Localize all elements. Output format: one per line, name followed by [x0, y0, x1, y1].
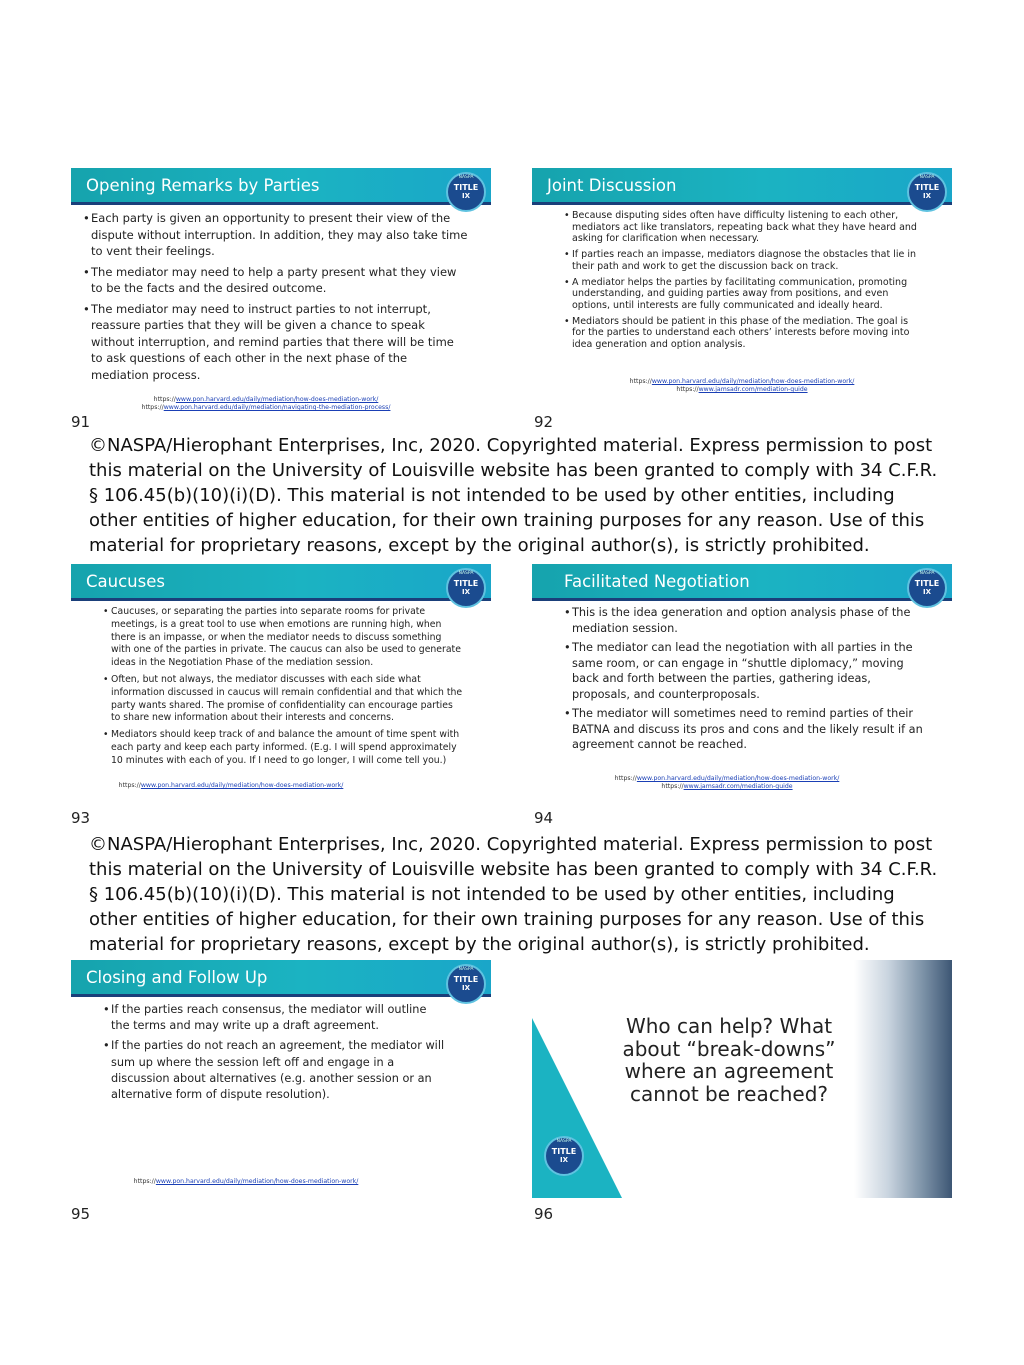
- slide-96: [532, 960, 952, 1198]
- reference-link[interactable]: https://www.jamsadr.com/mediation-guide: [676, 386, 808, 393]
- reference-link[interactable]: https://www.pon.harvard.edu/daily/mediation/how-does-mediation-work/: [614, 775, 840, 782]
- bullet-item: • Because disputing sides often have difficulty listening to each other, mediators act like translators, repeating back what they have heard and asking for clarification when necessary.: [564, 210, 924, 245]
- references: [21, 782, 441, 790]
- bullet-item: • Caucuses, or separating the parties into separate rooms for private meetings, is a great tool to use when emotions are running high, when there is an impasse, or when the mediator needs to discuss something with one of the parties in private. The caucus can also be used to generate ideas in the Negotiation Phase of the mediation session.: [103, 606, 463, 670]
- slide-number: 94: [534, 809, 554, 827]
- bullet-list: [103, 606, 463, 772]
- slide-title: Joint Discussion: [547, 176, 677, 195]
- title-ix-logo-icon: NASPA TITLE IX: [907, 172, 947, 212]
- bullet-item: • A mediator helps the parties by facilitating communication, promoting understanding, and guiding parties away from positions, and even options, until interests are fully communicated and ideally heard.: [564, 277, 924, 312]
- reference-link[interactable]: https://www.pon.harvard.edu/daily/mediation/navigating-the-mediation-process/: [141, 404, 391, 411]
- bullet-item: • Each party is given an opportunity to present their view of the dispute without interruption. In addition, they may also take time to vent their feelings.: [83, 210, 468, 260]
- slide-header: [71, 564, 491, 601]
- bullet-item: • Mediators should keep track of and balance the amount of time spent with each party and keep each party informed. (E.g. I will spend approximately 10 minutes with each of you. If I need to go longer, I will come tell you.): [103, 729, 463, 767]
- reference-link[interactable]: https://www.pon.harvard.edu/daily/mediation/how-does-mediation-work/: [118, 782, 344, 789]
- references: [36, 1178, 456, 1186]
- slide-title: Caucuses: [86, 572, 165, 591]
- slide-number: 95: [71, 1205, 91, 1223]
- slide-header: [71, 960, 491, 997]
- slide-question: Who can help? What about “break-downs” where an agreement cannot be reached?: [622, 1014, 836, 1106]
- bullet-item: • If parties reach an impasse, mediators diagnose the obstacles that lie in their path and work to get the discussion back on track.: [564, 249, 924, 272]
- references: [6, 396, 526, 412]
- bullet-item: • If the parties reach consensus, the mediator will outline the terms and may write up a draft agreement.: [103, 1002, 448, 1034]
- reference-link[interactable]: https://www.pon.harvard.edu/daily/mediation/how-does-mediation-work/: [629, 378, 855, 385]
- bullet-item: • This is the idea generation and option analysis phase of the mediation session.: [564, 605, 924, 636]
- slide-title: Facilitated Negotiation: [564, 572, 750, 591]
- reference-link[interactable]: https://www.pon.harvard.edu/daily/mediation/how-does-mediation-work/: [153, 396, 379, 403]
- bullet-item: • The mediator can lead the negotiation with all parties in the same room, or can engage in “shuttle diplomacy,” moving back and forth between the parties, gathering ideas, proposals, and counterproposals.: [564, 640, 924, 702]
- slide-header: [71, 168, 491, 205]
- copyright-notice: ©NASPA/Hierophant Enterprises, Inc, 2020. Copyrighted material. Express permission to post this material on the University of Louisville website has been granted to comply with 34 C.F.R. § 106.45(b)(10)(i)(D). This material is not intended to be used by other entities, including other entities of higher education, for their own training purposes for any reason. Use of this material for proprietary reasons, except by the original author(s), is strictly prohibited.: [89, 834, 938, 955]
- slide-92: [532, 168, 952, 406]
- title-ix-logo-icon: NASPA TITLE IX: [446, 568, 486, 608]
- bullet-list: [564, 210, 924, 355]
- title-ix-logo-icon: NASPA TITLE IX: [446, 964, 486, 1004]
- slide-number: 91: [71, 413, 91, 431]
- copyright-notice: ©NASPA/Hierophant Enterprises, Inc, 2020. Copyrighted material. Express permission to post this material on the University of Louisville website has been granted to comply with 34 C.F.R. § 106.45(b)(10)(i)(D). This material is not intended to be used by other entities, including other entities of higher education, for their own training purposes for any reason. Use of this material for proprietary reasons, except by the original author(s), is strictly prohibited.: [89, 435, 938, 556]
- slide-94: [532, 564, 952, 802]
- slide-title: Opening Remarks by Parties: [86, 176, 320, 195]
- title-ix-logo-icon: NASPA TITLE IX: [544, 1136, 584, 1176]
- references: [532, 378, 952, 394]
- bullet-item: • The mediator may need to instruct parties to not interrupt, reassure parties that they will be given a chance to speak without interruption, and remind parties that there will be time to ask questions of each other in the next phase of the mediation process.: [83, 301, 468, 384]
- bullet-list: [103, 1002, 448, 1107]
- slide-95: [71, 960, 491, 1198]
- bullet-list: [564, 605, 924, 757]
- slide-number: 92: [534, 413, 554, 431]
- slide-93: [71, 564, 491, 802]
- slide-91: [71, 168, 491, 411]
- bullet-list: [83, 210, 468, 387]
- title-ix-logo-icon: NASPA TITLE IX: [907, 568, 947, 608]
- references: [517, 775, 937, 791]
- slide-header: [532, 564, 952, 601]
- bullet-item: • Often, but not always, the mediator discusses with each side what information discussed in caucus will remain confidential and that which the party wants shared. The promise of confidentiality can encourage parties to share new information about their interests and concerns.: [103, 674, 463, 725]
- bullet-item: • Mediators should be patient in this phase of the mediation. The goal is for the parties to understand each others’ interests before moving into idea generation and option analysis.: [564, 316, 924, 351]
- reference-link[interactable]: https://www.pon.harvard.edu/daily/mediation/how-does-mediation-work/: [133, 1178, 359, 1185]
- slide-header: [532, 168, 952, 205]
- reference-link[interactable]: https://www.jamsadr.com/mediation-guide: [661, 783, 793, 790]
- slide-number: 96: [534, 1205, 554, 1223]
- bullet-item: • The mediator may need to help a party present what they view to be the facts and the desired outcome.: [83, 264, 468, 297]
- slide-number: 93: [71, 809, 91, 827]
- bullet-item: • If the parties do not reach an agreement, the mediator will sum up where the session left off and engage in a discussion about alternatives (e.g. another session or an alternative form of dispute resolution).: [103, 1038, 448, 1103]
- slide-title: Closing and Follow Up: [86, 968, 268, 987]
- bullet-item: • The mediator will sometimes need to remind parties of their BATNA and discuss its pros and cons and the likely result if an agreement cannot be reached.: [564, 706, 924, 753]
- title-ix-logo-icon: NASPA TITLE IX: [446, 172, 486, 212]
